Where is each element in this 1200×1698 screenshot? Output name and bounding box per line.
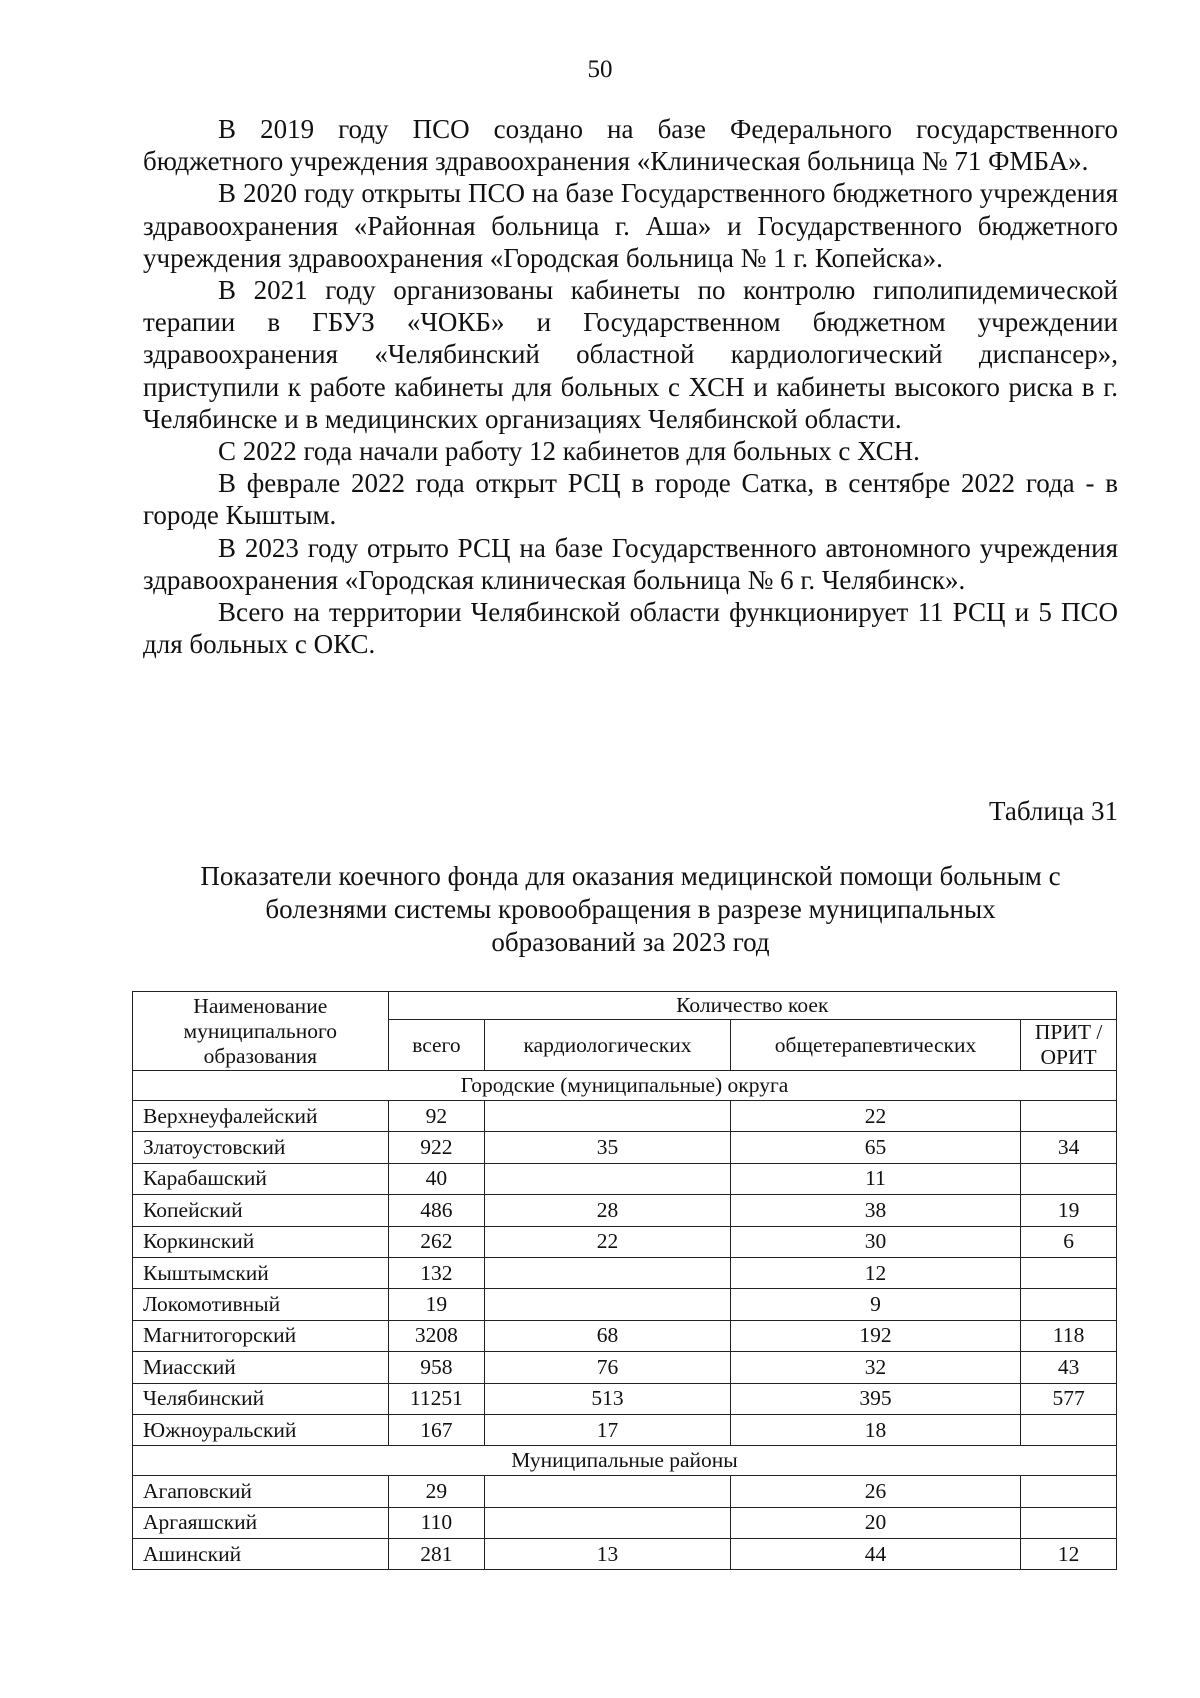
cell-name: Челябинский <box>133 1383 389 1414</box>
cell-icu <box>1021 1507 1117 1538</box>
cell-general-therapy: 30 <box>730 1226 1020 1257</box>
cell-cardiology: 35 <box>485 1132 731 1163</box>
cell-total: 19 <box>388 1289 485 1320</box>
table-row <box>133 1476 1117 1507</box>
cell-cardiology: 28 <box>485 1195 731 1226</box>
cell-icu: 118 <box>1021 1320 1117 1351</box>
cell-name: Верхнеуфалейский <box>133 1101 389 1132</box>
table-row <box>133 1507 1117 1538</box>
table-label: Таблица 31 <box>989 796 1118 826</box>
table-row <box>133 1289 1117 1320</box>
table-row <box>133 1132 1117 1163</box>
cell-total: 11251 <box>388 1383 485 1414</box>
cell-name: Карабашский <box>133 1163 389 1194</box>
cell-general-therapy: 20 <box>730 1507 1020 1538</box>
cell-icu <box>1021 1289 1117 1320</box>
cell-icu <box>1021 1414 1117 1445</box>
page-number: 50 <box>587 56 613 83</box>
cell-total: 3208 <box>388 1320 485 1351</box>
cell-cardiology: 68 <box>485 1320 731 1351</box>
cell-general-therapy: 18 <box>730 1414 1020 1445</box>
body-text <box>143 113 1118 660</box>
paragraph: С 2022 года начали работу 12 кабинетов для больных с ХСН. <box>218 436 920 467</box>
cell-icu <box>1021 1101 1117 1132</box>
table-title-line: болезнями системы кровообращения в разрезе муниципальных <box>265 894 996 924</box>
cell-name: Златоустовский <box>133 1132 389 1163</box>
cell-icu <box>1021 1476 1117 1507</box>
header-icu: ПРИТ /ОРИТ <box>1021 1020 1117 1071</box>
cell-general-therapy: 32 <box>730 1352 1020 1383</box>
paragraph: Всего на территории Челябинской области функционирует 11 РСЦ и 5 ПСО для больных с ОКС. <box>143 597 1118 660</box>
cell-general-therapy: 12 <box>730 1257 1020 1288</box>
paragraph: В 2021 году организованы кабинеты по контролю гиполипидемической терапии в ГБУЗ «ЧОКБ» и Государственном бюджетном учреждении здравоохранения «Челябинский областной кардиологический диспансер», приступили к работе кабинеты для больных с ХСН и кабинеты высокого риска в г. Челябинске и в медицинских организациях Челябинской области. <box>143 275 1118 434</box>
section-districts: Муниципальные районы <box>133 1446 1117 1476</box>
cell-icu: 19 <box>1021 1195 1117 1226</box>
table-row <box>133 1226 1117 1257</box>
cell-cardiology: 17 <box>485 1414 731 1445</box>
cell-name: Копейский <box>133 1195 389 1226</box>
cell-total: 486 <box>388 1195 485 1226</box>
table-title-line: образований за 2023 год <box>491 927 770 957</box>
cell-name: Южноуральский <box>133 1414 389 1445</box>
cell-icu <box>1021 1163 1117 1194</box>
cell-total: 110 <box>388 1507 485 1538</box>
cell-cardiology <box>485 1163 731 1194</box>
cell-icu <box>1021 1257 1117 1288</box>
paragraph: В 2023 году отрыто РСЦ на базе Государственного автономного учреждения здравоохранения «Городская клиническая больница № 6 г. Челябинск». <box>143 532 1118 595</box>
table-row <box>133 1320 1117 1351</box>
table-row <box>133 1383 1117 1414</box>
cell-icu: 577 <box>1021 1383 1117 1414</box>
cell-total: 29 <box>388 1476 485 1507</box>
cell-name: Магнитогорский <box>133 1320 389 1351</box>
table-title <box>143 860 1118 959</box>
cell-total: 922 <box>388 1132 485 1163</box>
cell-general-therapy: 192 <box>730 1320 1020 1351</box>
table-row <box>133 1539 1117 1570</box>
table-row <box>133 1257 1117 1288</box>
cell-cardiology <box>485 1476 731 1507</box>
table-row <box>133 1101 1117 1132</box>
cell-name: Агаповский <box>133 1476 389 1507</box>
cell-general-therapy: 65 <box>730 1132 1020 1163</box>
cell-general-therapy: 22 <box>730 1101 1020 1132</box>
cell-total: 40 <box>388 1163 485 1194</box>
table-row <box>133 1163 1117 1194</box>
cell-cardiology: 13 <box>485 1539 731 1570</box>
paragraph: В феврале 2022 года открыт РСЦ в городе Сатка, в сентябре 2022 года - в городе Кыштым. <box>143 468 1118 531</box>
section-row <box>133 1071 1117 1101</box>
bed-fund-table <box>132 991 1117 1570</box>
cell-icu: 12 <box>1021 1539 1117 1570</box>
cell-cardiology: 76 <box>485 1352 731 1383</box>
cell-general-therapy: 395 <box>730 1383 1020 1414</box>
cell-name: Локомотивный <box>133 1289 389 1320</box>
cell-general-therapy: 11 <box>730 1163 1020 1194</box>
cell-general-therapy: 9 <box>730 1289 1020 1320</box>
cell-cardiology: 22 <box>485 1226 731 1257</box>
cell-general-therapy: 38 <box>730 1195 1020 1226</box>
cell-cardiology <box>485 1507 731 1538</box>
header-total: всего <box>388 1020 485 1071</box>
cell-cardiology <box>485 1289 731 1320</box>
table-row <box>133 1195 1117 1226</box>
cell-total: 281 <box>388 1539 485 1570</box>
table-row <box>133 1352 1117 1383</box>
cell-general-therapy: 26 <box>730 1476 1020 1507</box>
paragraph: В 2020 году открыты ПСО на базе Государственного бюджетного учреждения здравоохранения «Районная больница г. Аша» и Государственного бюджетного учреждения здравоохранения «Городская больница № 1 г. Копейска». <box>143 178 1118 273</box>
table-title-line: Показатели коечного фонда для оказания медицинской помощи больным с <box>200 861 1061 891</box>
cell-cardiology: 513 <box>485 1383 731 1414</box>
table-row <box>133 1414 1117 1445</box>
header-general-therapy: общетерапевтических <box>730 1020 1020 1071</box>
cell-total: 132 <box>388 1257 485 1288</box>
cell-name: Миасский <box>133 1352 389 1383</box>
cell-total: 92 <box>388 1101 485 1132</box>
header-municipality: Наименование муниципального образования <box>133 992 389 1071</box>
cell-total: 167 <box>388 1414 485 1445</box>
cell-total: 262 <box>388 1226 485 1257</box>
paragraph: В 2019 году ПСО создано на базе Федерального государственного бюджетного учреждения здравоохранения «Клиническая больница № 71 ФМБА». <box>143 114 1118 177</box>
section-urban: Городские (муниципальные) округа <box>133 1071 1117 1101</box>
cell-name: Кыштымский <box>133 1257 389 1288</box>
cell-total: 958 <box>388 1352 485 1383</box>
cell-icu: 6 <box>1021 1226 1117 1257</box>
section-row <box>133 1446 1117 1476</box>
cell-name: Ашинский <box>133 1539 389 1570</box>
cell-general-therapy: 44 <box>730 1539 1020 1570</box>
header-cardiology: кардиологических <box>485 1020 731 1071</box>
header-bed-count: Количество коек <box>388 992 1116 1020</box>
cell-icu: 34 <box>1021 1132 1117 1163</box>
cell-cardiology <box>485 1257 731 1288</box>
cell-name: Коркинский <box>133 1226 389 1257</box>
cell-cardiology <box>485 1101 731 1132</box>
cell-icu: 43 <box>1021 1352 1117 1383</box>
cell-name: Аргаяшский <box>133 1507 389 1538</box>
